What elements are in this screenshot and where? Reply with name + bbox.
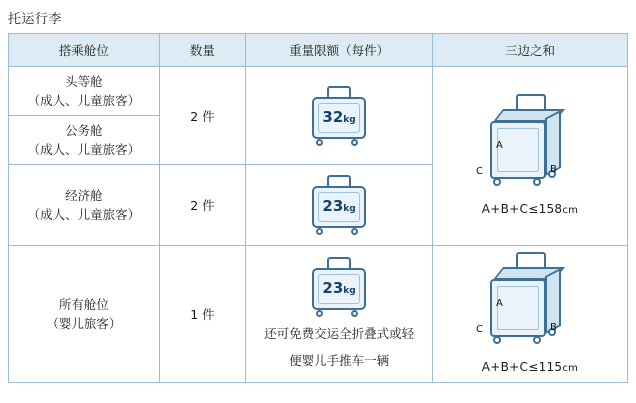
cabin-name: 头等舱 xyxy=(65,73,103,89)
dimension-label-b: B xyxy=(550,164,557,175)
column-header-weight: 重量限额（每件） xyxy=(246,34,433,67)
table-header-row xyxy=(9,34,628,67)
sum-formula-infant xyxy=(436,356,624,380)
cabin-passenger-type: （婴儿旅客） xyxy=(46,316,122,331)
quantity-cell-infant: 1 件 xyxy=(159,246,245,383)
dimension-label-c: C xyxy=(476,166,483,177)
cabin-name: 公务舱 xyxy=(65,122,103,138)
weight-limit-label xyxy=(310,108,368,126)
suitcase-wheel-icon xyxy=(533,336,541,344)
sum-formula-unit: cm xyxy=(562,205,579,216)
quantity-cell-economy: 2 件 xyxy=(159,165,245,246)
suitcase-icon xyxy=(310,257,368,319)
suitcase-wheel-icon xyxy=(316,228,323,235)
cabin-passenger-type: （成人、儿童旅客） xyxy=(27,142,141,157)
weight-value: 23 xyxy=(322,278,344,297)
suitcase-wheel-icon xyxy=(493,178,501,186)
cabin-cell-economy-class xyxy=(9,165,160,246)
sum-cell-adult xyxy=(433,67,628,246)
cabin-cell-business-class xyxy=(9,116,160,165)
checked-baggage-table xyxy=(8,33,628,383)
stroller-note-line-1: 还可免费交运全折叠式或轻 xyxy=(264,325,415,341)
cabin-cell-infant xyxy=(9,246,160,383)
weight-unit: kg xyxy=(343,285,356,296)
weight-value: 23 xyxy=(322,197,344,215)
cabin-passenger-type: （成人、儿童旅客） xyxy=(27,93,141,108)
dimension-label-c: C xyxy=(476,324,483,335)
column-header-sum: 三边之和 xyxy=(433,34,628,67)
suitcase-handle-icon xyxy=(327,257,351,269)
suitcase-wheel-icon xyxy=(493,336,501,344)
sum-formula-unit: cm xyxy=(562,363,579,374)
weight-cell-economy xyxy=(246,165,433,246)
suitcase-handle-icon xyxy=(516,252,546,268)
table-body xyxy=(9,67,628,383)
suitcase-wheel-icon xyxy=(316,310,323,317)
baggage-table-wrapper xyxy=(0,33,636,383)
dimension-label-b: B xyxy=(550,322,557,333)
quantity-cell-premium: 2 件 xyxy=(159,67,245,165)
weight-limit-label xyxy=(310,197,368,215)
suitcase-dimensions-diagram xyxy=(476,252,584,356)
suitcase-handle-icon xyxy=(327,86,351,98)
suitcase-icon xyxy=(310,175,368,237)
sum-formula-text: A+B+C≤115 xyxy=(481,360,563,374)
stroller-note-line-2: 便婴儿手推车一辆 xyxy=(289,353,390,368)
cabin-name: 所有舱位 xyxy=(58,296,109,312)
cabin-passenger-type: （成人、儿童旅客） xyxy=(27,207,141,222)
weight-unit: kg xyxy=(343,114,356,125)
cabin-cell-first-class xyxy=(9,67,160,116)
sum-formula-text: A+B+C≤158 xyxy=(481,202,563,216)
weight-unit: kg xyxy=(343,204,356,214)
suitcase-wheel-icon xyxy=(351,139,358,146)
weight-cell-premium xyxy=(246,67,433,165)
sum-cell-infant xyxy=(433,246,628,383)
dimension-label-a: A xyxy=(496,298,503,309)
dimension-label-a: A xyxy=(496,140,503,151)
suitcase-wheel-icon xyxy=(316,139,323,146)
suitcase-wheel-icon xyxy=(533,178,541,186)
weight-limit-label xyxy=(310,279,368,297)
suitcase-icon xyxy=(310,86,368,148)
table-header xyxy=(9,34,628,67)
table-row xyxy=(9,246,628,383)
suitcase-handle-icon xyxy=(516,94,546,110)
suitcase-wheel-icon xyxy=(351,310,358,317)
table-row xyxy=(9,67,628,116)
page-title: 托运行李 xyxy=(8,12,63,27)
suitcase-wheel-icon xyxy=(351,228,358,235)
weight-cell-infant xyxy=(246,246,433,383)
cabin-name: 经济舱 xyxy=(65,187,103,203)
weight-value: 32 xyxy=(322,107,344,126)
column-header-quantity: 数量 xyxy=(159,34,245,67)
sum-formula-adult xyxy=(436,198,624,222)
column-header-cabin: 搭乘舱位 xyxy=(9,34,160,67)
suitcase-dimensions-diagram xyxy=(476,94,584,198)
